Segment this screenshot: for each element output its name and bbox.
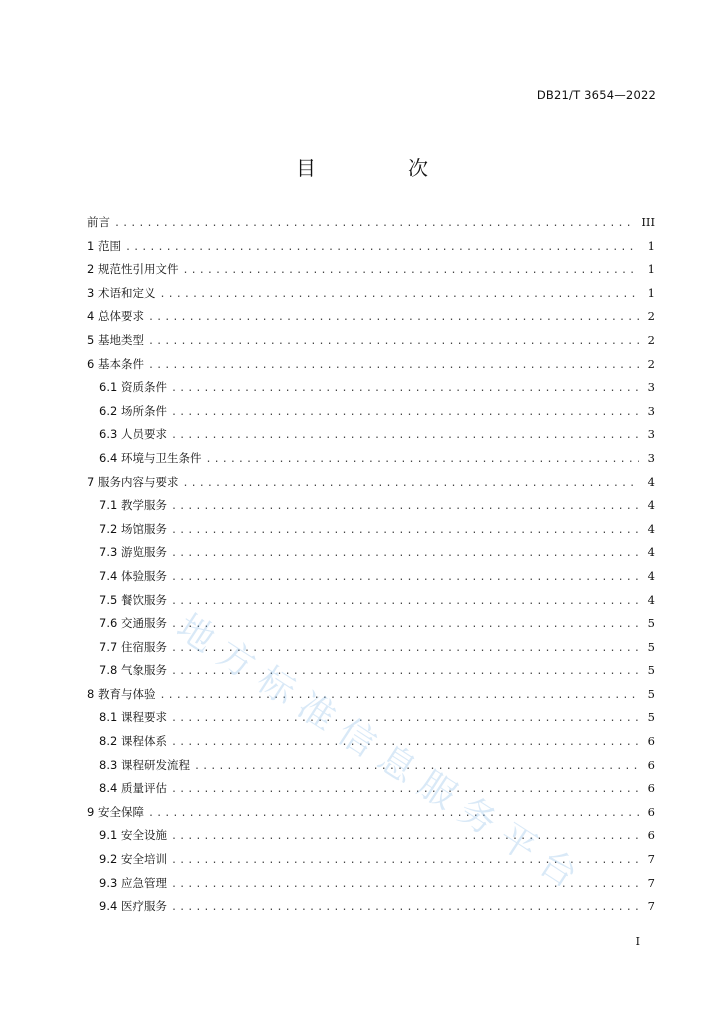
toc-entry[interactable] xyxy=(87,683,655,707)
table-of-contents xyxy=(87,211,655,919)
toc-entry-page: 4 xyxy=(647,498,655,513)
toc-entry[interactable] xyxy=(87,494,655,518)
dot-leader xyxy=(171,637,639,661)
toc-entry[interactable] xyxy=(87,706,655,730)
toc-entry-page: 6 xyxy=(647,828,655,843)
toc-entry[interactable] xyxy=(87,258,655,282)
dot-leader xyxy=(171,519,639,543)
toc-entry-page: 1 xyxy=(647,238,655,253)
dot-leader xyxy=(125,236,639,260)
toc-entry-page: 2 xyxy=(647,356,655,371)
toc-entry-page: 7 xyxy=(647,875,655,890)
dot-leader xyxy=(148,354,639,378)
toc-entry[interactable] xyxy=(87,329,655,353)
toc-entry-label: 8.3 课程研发流程 xyxy=(99,757,190,772)
toc-entry[interactable] xyxy=(87,565,655,589)
toc-entry-label: 6.2 场所条件 xyxy=(99,403,167,418)
toc-entry-page: 6 xyxy=(647,781,655,796)
toc-entry-page: 3 xyxy=(647,380,655,395)
toc-entry-page: 5 xyxy=(647,616,655,631)
dot-leader xyxy=(148,306,639,330)
toc-entry[interactable] xyxy=(87,612,655,636)
toc-entry-label: 8.1 课程要求 xyxy=(99,710,167,725)
watermark: 地方标准信息服务平台 xyxy=(169,606,595,903)
toc-entry-label: 7.7 住宿服务 xyxy=(99,639,167,654)
toc-entry-page: 4 xyxy=(647,521,655,536)
toc-entry[interactable] xyxy=(87,235,655,259)
toc-entry[interactable] xyxy=(87,376,655,400)
dot-leader xyxy=(182,472,639,496)
dot-leader xyxy=(159,283,639,307)
toc-entry-label: 6.4 环境与卫生条件 xyxy=(99,450,202,465)
toc-entry-label: 6.3 人员要求 xyxy=(99,427,167,442)
toc-entry-page: 3 xyxy=(647,427,655,442)
toc-entry[interactable] xyxy=(87,872,655,896)
toc-entry-page: 7 xyxy=(647,852,655,867)
dot-leader xyxy=(205,448,639,472)
toc-entry-label: 8 教育与体验 xyxy=(87,686,156,701)
toc-entry[interactable] xyxy=(87,754,655,778)
toc-entry-label: 前言 xyxy=(87,215,110,229)
toc-entry-label: 9 安全保障 xyxy=(87,804,144,819)
toc-entry-page: 3 xyxy=(647,450,655,465)
toc-entry[interactable] xyxy=(87,589,655,613)
page-title: 目 次 xyxy=(296,156,464,180)
dot-leader xyxy=(171,707,639,731)
dot-leader xyxy=(114,212,635,236)
toc-entry-label: 7 服务内容与要求 xyxy=(87,474,179,489)
toc-entry-label: 8.2 课程体系 xyxy=(99,734,167,749)
dot-leader xyxy=(171,778,639,802)
toc-entry-page: 2 xyxy=(647,309,655,324)
toc-entry-label: 4 总体要求 xyxy=(87,309,144,324)
toc-entry-label: 7.6 交通服务 xyxy=(99,616,167,631)
dot-leader xyxy=(171,566,639,590)
toc-entry-label: 6 基本条件 xyxy=(87,356,144,371)
toc-entry-page: 4 xyxy=(647,568,655,583)
toc-entry-label: 7.5 餐饮服务 xyxy=(99,592,167,607)
toc-entry[interactable] xyxy=(87,848,655,872)
toc-entry[interactable] xyxy=(87,636,655,660)
dot-leader xyxy=(171,660,639,684)
standard-code: DB21/T 3654—2022 xyxy=(536,88,656,102)
toc-entry[interactable] xyxy=(87,895,655,919)
toc-entry[interactable] xyxy=(87,801,655,825)
toc-entry-page: 7 xyxy=(647,899,655,914)
dot-leader xyxy=(171,873,639,897)
dot-leader xyxy=(171,401,639,425)
toc-entry[interactable] xyxy=(87,471,655,495)
toc-entry[interactable] xyxy=(87,305,655,329)
dot-leader xyxy=(148,330,639,354)
toc-entry[interactable] xyxy=(87,518,655,542)
toc-entry-label: 1 范围 xyxy=(87,238,121,253)
toc-entry-label: 7.3 游览服务 xyxy=(99,545,167,560)
toc-entry-page: 5 xyxy=(647,686,655,701)
toc-entry-label: 9.4 医疗服务 xyxy=(99,899,167,914)
page-number: I xyxy=(635,935,640,948)
toc-entry-page: 5 xyxy=(647,639,655,654)
toc-entry-page: 2 xyxy=(647,332,655,347)
toc-entry[interactable] xyxy=(87,353,655,377)
toc-entry-label: 3 术语和定义 xyxy=(87,285,156,300)
toc-entry[interactable] xyxy=(87,423,655,447)
toc-entry-label: 7.1 教学服务 xyxy=(99,498,167,513)
toc-entry-label: 9.1 安全设施 xyxy=(99,828,167,843)
toc-entry-label: 7.8 气象服务 xyxy=(99,663,167,678)
toc-entry[interactable] xyxy=(87,400,655,424)
dot-leader xyxy=(171,590,639,614)
toc-entry[interactable] xyxy=(87,211,655,235)
toc-entry[interactable] xyxy=(87,659,655,683)
dot-leader xyxy=(182,259,639,283)
toc-entry-page: 5 xyxy=(647,710,655,725)
dot-leader xyxy=(194,755,639,779)
toc-entry-label: 9.3 应急管理 xyxy=(99,875,167,890)
toc-entry-page: 6 xyxy=(647,734,655,749)
dot-leader xyxy=(159,684,639,708)
toc-entry[interactable] xyxy=(87,824,655,848)
toc-entry-page: 6 xyxy=(647,757,655,772)
toc-entry[interactable] xyxy=(87,777,655,801)
dot-leader xyxy=(171,731,639,755)
dot-leader xyxy=(148,802,639,826)
toc-entry-page: 6 xyxy=(647,804,655,819)
dot-leader xyxy=(171,424,639,448)
dot-leader xyxy=(171,377,639,401)
toc-entry[interactable] xyxy=(87,447,655,471)
toc-entry-page: 1 xyxy=(647,285,655,300)
toc-entry-label: 6.1 资质条件 xyxy=(99,380,167,395)
toc-entry-page: 4 xyxy=(647,545,655,560)
dot-leader xyxy=(171,849,639,873)
toc-entry-page: III xyxy=(641,215,655,229)
dot-leader xyxy=(171,896,639,920)
dot-leader xyxy=(171,542,639,566)
toc-entry-page: 4 xyxy=(647,474,655,489)
toc-entry-page: 5 xyxy=(647,663,655,678)
toc-entry-page: 3 xyxy=(647,403,655,418)
toc-entry-label: 7.4 体验服务 xyxy=(99,568,167,583)
toc-entry[interactable] xyxy=(87,282,655,306)
toc-entry[interactable] xyxy=(87,730,655,754)
toc-entry-page: 1 xyxy=(647,262,655,277)
dot-leader xyxy=(171,613,639,637)
toc-entry-label: 9.2 安全培训 xyxy=(99,852,167,867)
toc-entry-label: 5 基地类型 xyxy=(87,332,144,347)
toc-entry[interactable] xyxy=(87,541,655,565)
dot-leader xyxy=(171,825,639,849)
toc-entry-page: 4 xyxy=(647,592,655,607)
toc-entry-label: 8.4 质量评估 xyxy=(99,781,167,796)
dot-leader xyxy=(171,495,639,519)
toc-entry-label: 7.2 场馆服务 xyxy=(99,521,167,536)
toc-entry-label: 2 规范性引用文件 xyxy=(87,262,179,277)
